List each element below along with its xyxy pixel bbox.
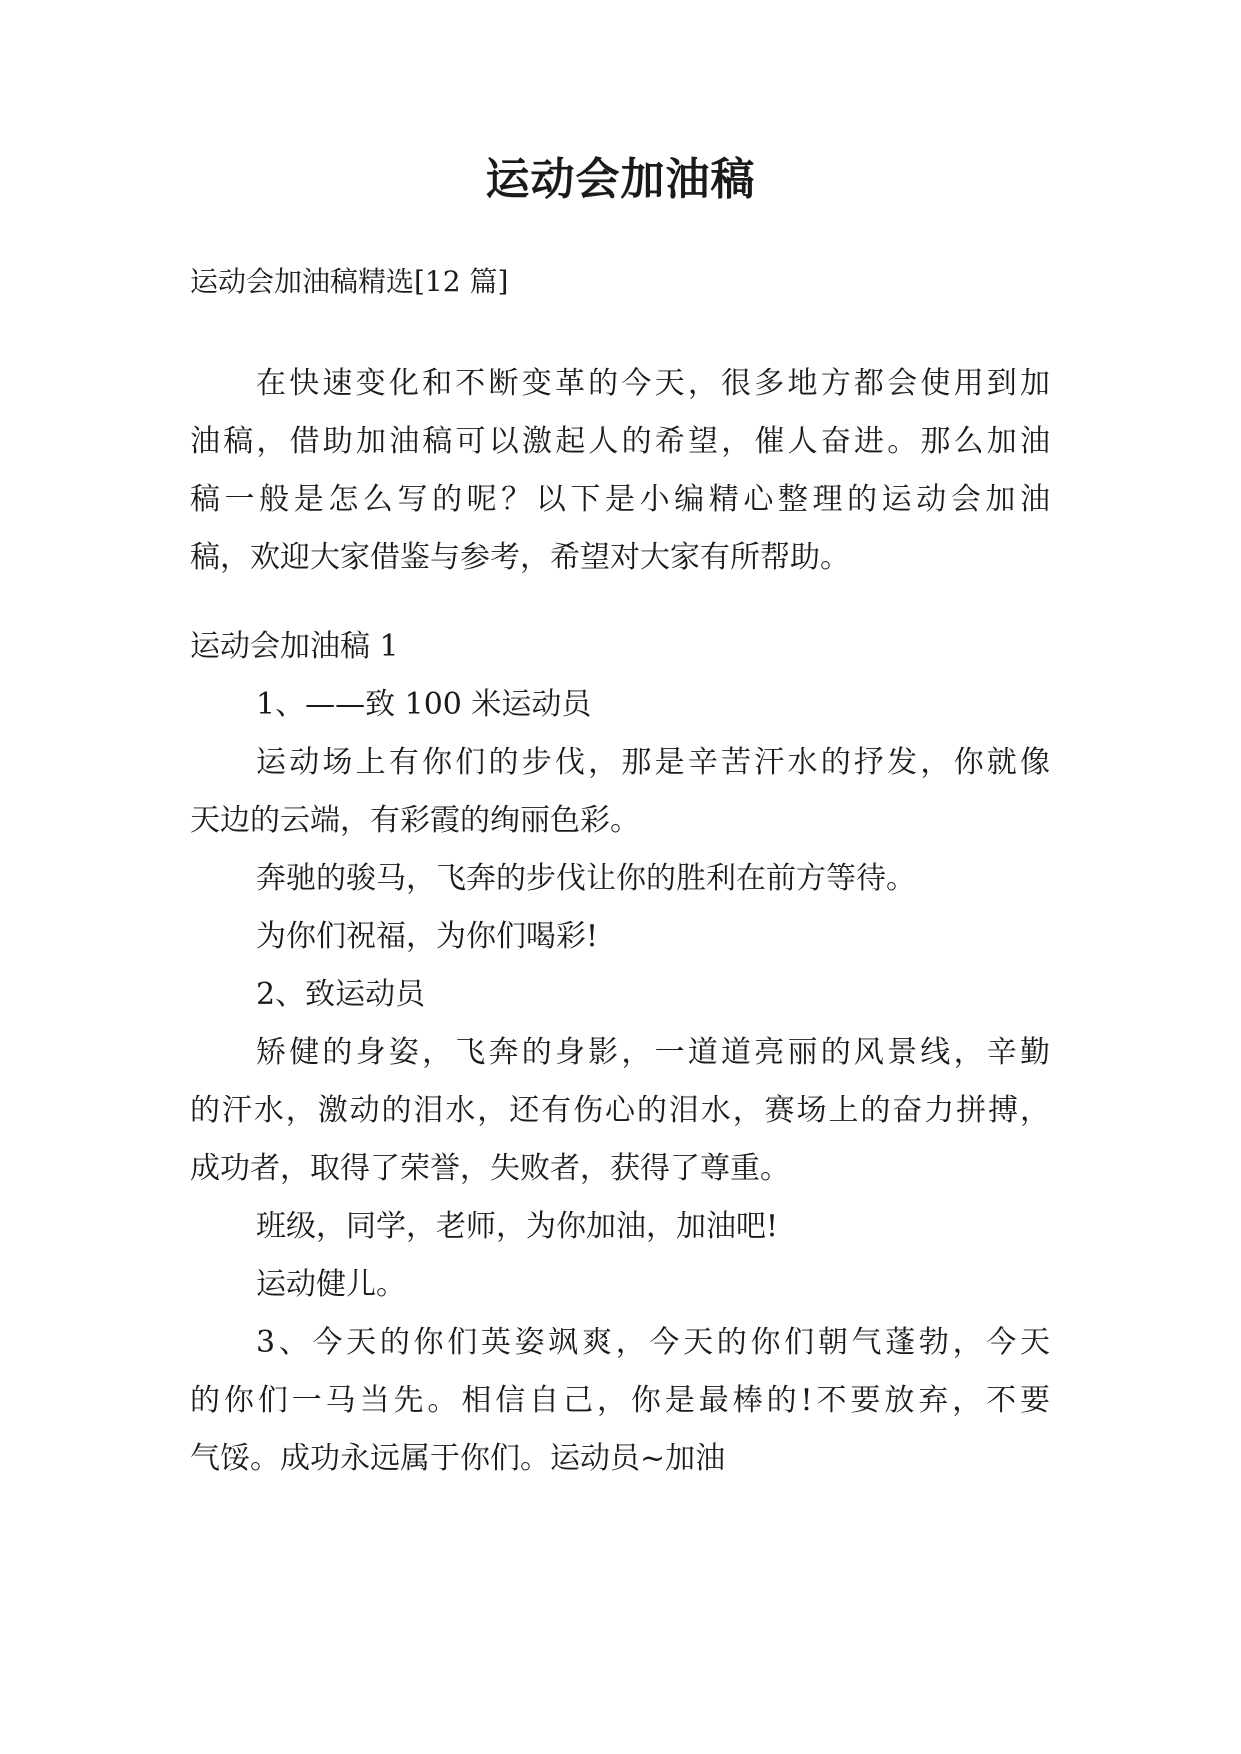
paragraph-line: 成功者，取得了荣誉，失败者，获得了尊重。	[190, 1151, 790, 1186]
item2-paragraph	[190, 1024, 1050, 1198]
paragraph-line: 气馁。成功永远属于你们。运动员~加油	[190, 1441, 726, 1476]
item-heading: 2、致运动员	[256, 977, 426, 1012]
document-title: 运动会加油稿	[485, 154, 756, 205]
paragraph-line: 稿，欢迎大家借鉴与参考，希望对大家有所帮助。	[190, 540, 850, 575]
section-heading: 运动会加油稿 1	[190, 629, 399, 664]
paragraph-line: 运动健儿。	[256, 1267, 406, 1302]
paragraph-line: 的你们一马当先。相信自己，你是最棒的!不要放弃，不要	[190, 1383, 1050, 1418]
paragraph-line: 3、今天的你们英姿飒爽，今天的你们朝气蓬勃，今天	[256, 1325, 1050, 1360]
paragraph-line: 奔驰的骏马，飞奔的步伐让你的胜利在前方等待。	[256, 861, 916, 896]
item1-paragraph	[190, 734, 1050, 850]
item-heading: 1、——致 100 米运动员	[256, 687, 592, 722]
item3-paragraph	[190, 1314, 1050, 1488]
paragraph-line: 运动场上有你们的步伐，那是辛苦汗水的抒发，你就像	[256, 745, 1050, 780]
paragraph-line: 的汗水，激动的泪水，还有伤心的泪水，赛场上的奋力拼搏，	[190, 1093, 1050, 1128]
intro-paragraph	[190, 355, 1050, 587]
paragraph-line: 矫健的身姿，飞奔的身影，一道道亮丽的风景线，辛勤	[256, 1035, 1050, 1070]
paragraph-line: 为你们祝福，为你们喝彩!	[256, 919, 599, 954]
document-subtitle: 运动会加油稿精选[12 篇]	[190, 265, 509, 298]
paragraph-line: 稿一般是怎么写的呢？以下是小编精心整理的运动会加油	[190, 482, 1050, 517]
paragraph-line: 油稿，借助加油稿可以激起人的希望，催人奋进。那么加油	[190, 424, 1050, 459]
paragraph-line: 班级，同学，老师，为你加油，加油吧!	[256, 1209, 779, 1244]
paragraph-line: 天边的云端，有彩霞的绚丽色彩。	[190, 803, 640, 838]
paragraph-line: 在快速变化和不断变革的今天，很多地方都会使用到加	[256, 366, 1050, 401]
